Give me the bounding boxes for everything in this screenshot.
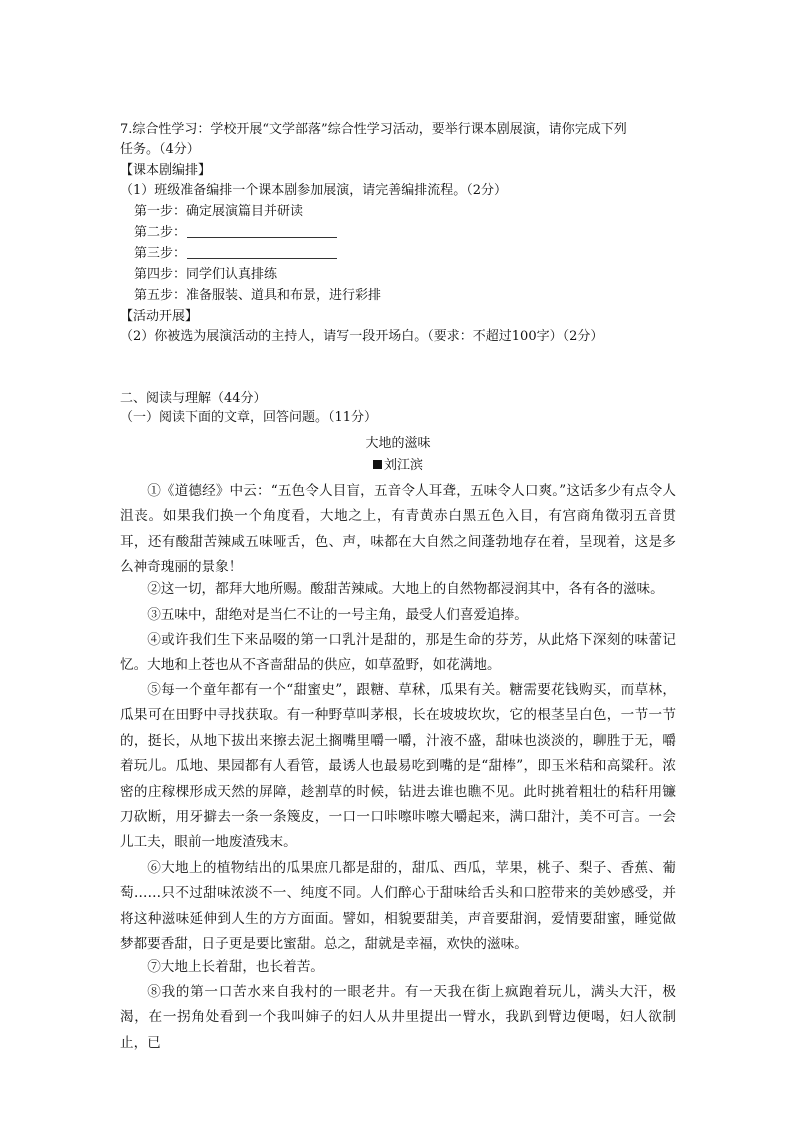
step-4: 第四步：同学们认真排练 xyxy=(134,267,278,282)
step-2-answer-blank[interactable] xyxy=(187,225,337,238)
article-byline xyxy=(120,458,676,474)
paragraph-6: ⑥大地上的植物结出的瓜果庶几都是甜的，甜瓜、西瓜，苹果，桃子、梨子、香蕉、葡萄……只不过甜味浓淡不一、纯度不同。人们醉心于甜味给舌头和口腔带来的美妙感受，并将这种滋味延伸到人生的方方面面。譬如，相貌要甜美，声音要甜润，爱情要甜蜜，睡觉做梦都要香甜，日子更是要比蜜甜。总之，甜就是幸福，欢快的滋味。 xyxy=(120,860,676,953)
section-heading-activity: 【活动开展】 xyxy=(120,309,199,324)
part-2-subheading: （一）阅读下面的文章，回答问题。（11分） xyxy=(120,410,378,425)
step-3-label: 第三步： xyxy=(134,246,187,261)
paragraph-1: ①《道德经》中云：“五色令人目盲，五音令人耳聋，五味令人口爽。”这话多少有点令人沮丧。如果我们换一个角度看，大地之上，有青黄赤白黑五色入目，有宫商角徵羽五音贯耳，还有酸甜苦辣咸五味哑舌，色、声，味都在大自然之间蓬勃地存在着，呈现着，这是多么神奇瑰丽的景象！ xyxy=(120,483,676,576)
paragraph-3: ③五味中，甜绝对是当仁不让的一号主角，最受人们喜爱追捧。 xyxy=(147,607,528,623)
paragraph-2: ②这一切，都拜大地所赐。酸甜苦辣咸。大地上的自然物都浸润其中，各有各的滋味。 xyxy=(147,581,664,597)
paragraph-5: ⑤每一个童年都有一个“甜蜜史”，跟糖、草秫，瓜果有关。糖需要花钱购买，而草林，瓜果可在田野中寻找获取。有一种野草叫茅根，长在坡坡坎坎，它的根茎呈白色，一节一节的，挺长，从地下拔出来擦去泥土搁嘴里嚼一嚼，汁液不盛，甜味也淡淡的，聊胜于无，嚼着玩儿。瓜地、果园都有人看管，最诱人也最易吃到嘴的是“甜棒”，即玉米秸和高粱秆。浓密的庄稼棵形成天然的屏障，趁割草的时候，钻进去谁也瞧不见。此时挑着粗壮的秸秆用镰刀砍断，用牙擗去一条一条篾皮，一口一口咔嚓咔嚓大嚼起来，满口甜汁，美不可言。一会儿工夫，眼前一地废渣残末。 xyxy=(120,682,676,851)
paragraph-7: ⑦大地上长着甜，也长着苦。 xyxy=(147,959,324,975)
question-7-part-2: （2）你被选为展演活动的主持人，请写一段开场白。（要求：不超过100字）（2分） xyxy=(120,329,604,344)
square-bullet-icon xyxy=(373,460,382,469)
article-title: 大地的滋味 xyxy=(365,436,431,451)
step-5: 第五步：准备服装、道具和布景，进行彩排 xyxy=(134,288,382,303)
step-3 xyxy=(134,246,337,262)
step-1: 第一步：确定展演篇目并研读 xyxy=(134,204,304,219)
paragraph-4: ④或许我们生下来品啜的第一口乳汁是甜的，那是生命的芬芳，从此烙下深刻的味蕾记忆。大地和上苍也从不吝啬甜品的供应，如草盈野，如花满地。 xyxy=(120,632,676,674)
step-3-answer-blank[interactable] xyxy=(187,246,337,259)
step-2-label: 第二步： xyxy=(134,225,187,240)
paragraph-8: ⑧我的第一口苦水来自我村的一眼老井。有一天我在街上疯跑着玩儿，满头大汗，极渴，在一拐角处看到一个我叫婶子的妇人从井里提出一臂水，我趴到臂边便喝，妇人欲制止，已 xyxy=(120,984,676,1051)
question-7-line-2: 任务。（4分） xyxy=(120,142,200,157)
article-author: 刘江滨 xyxy=(383,458,423,473)
part-2-heading: 二、阅读与理解（44分） xyxy=(120,391,267,406)
question-7-part-1: （1）班级准备编排一个课本剧参加展演，请完善编排流程。（2分） xyxy=(120,183,508,198)
step-2 xyxy=(134,225,337,241)
question-7-line-1: 7.综合性学习：学校开展“文学部落”综合性学习活动，要举行课本剧展演，请你完成下列 xyxy=(120,122,627,137)
section-heading-script: 【课本剧编排】 xyxy=(120,163,212,178)
